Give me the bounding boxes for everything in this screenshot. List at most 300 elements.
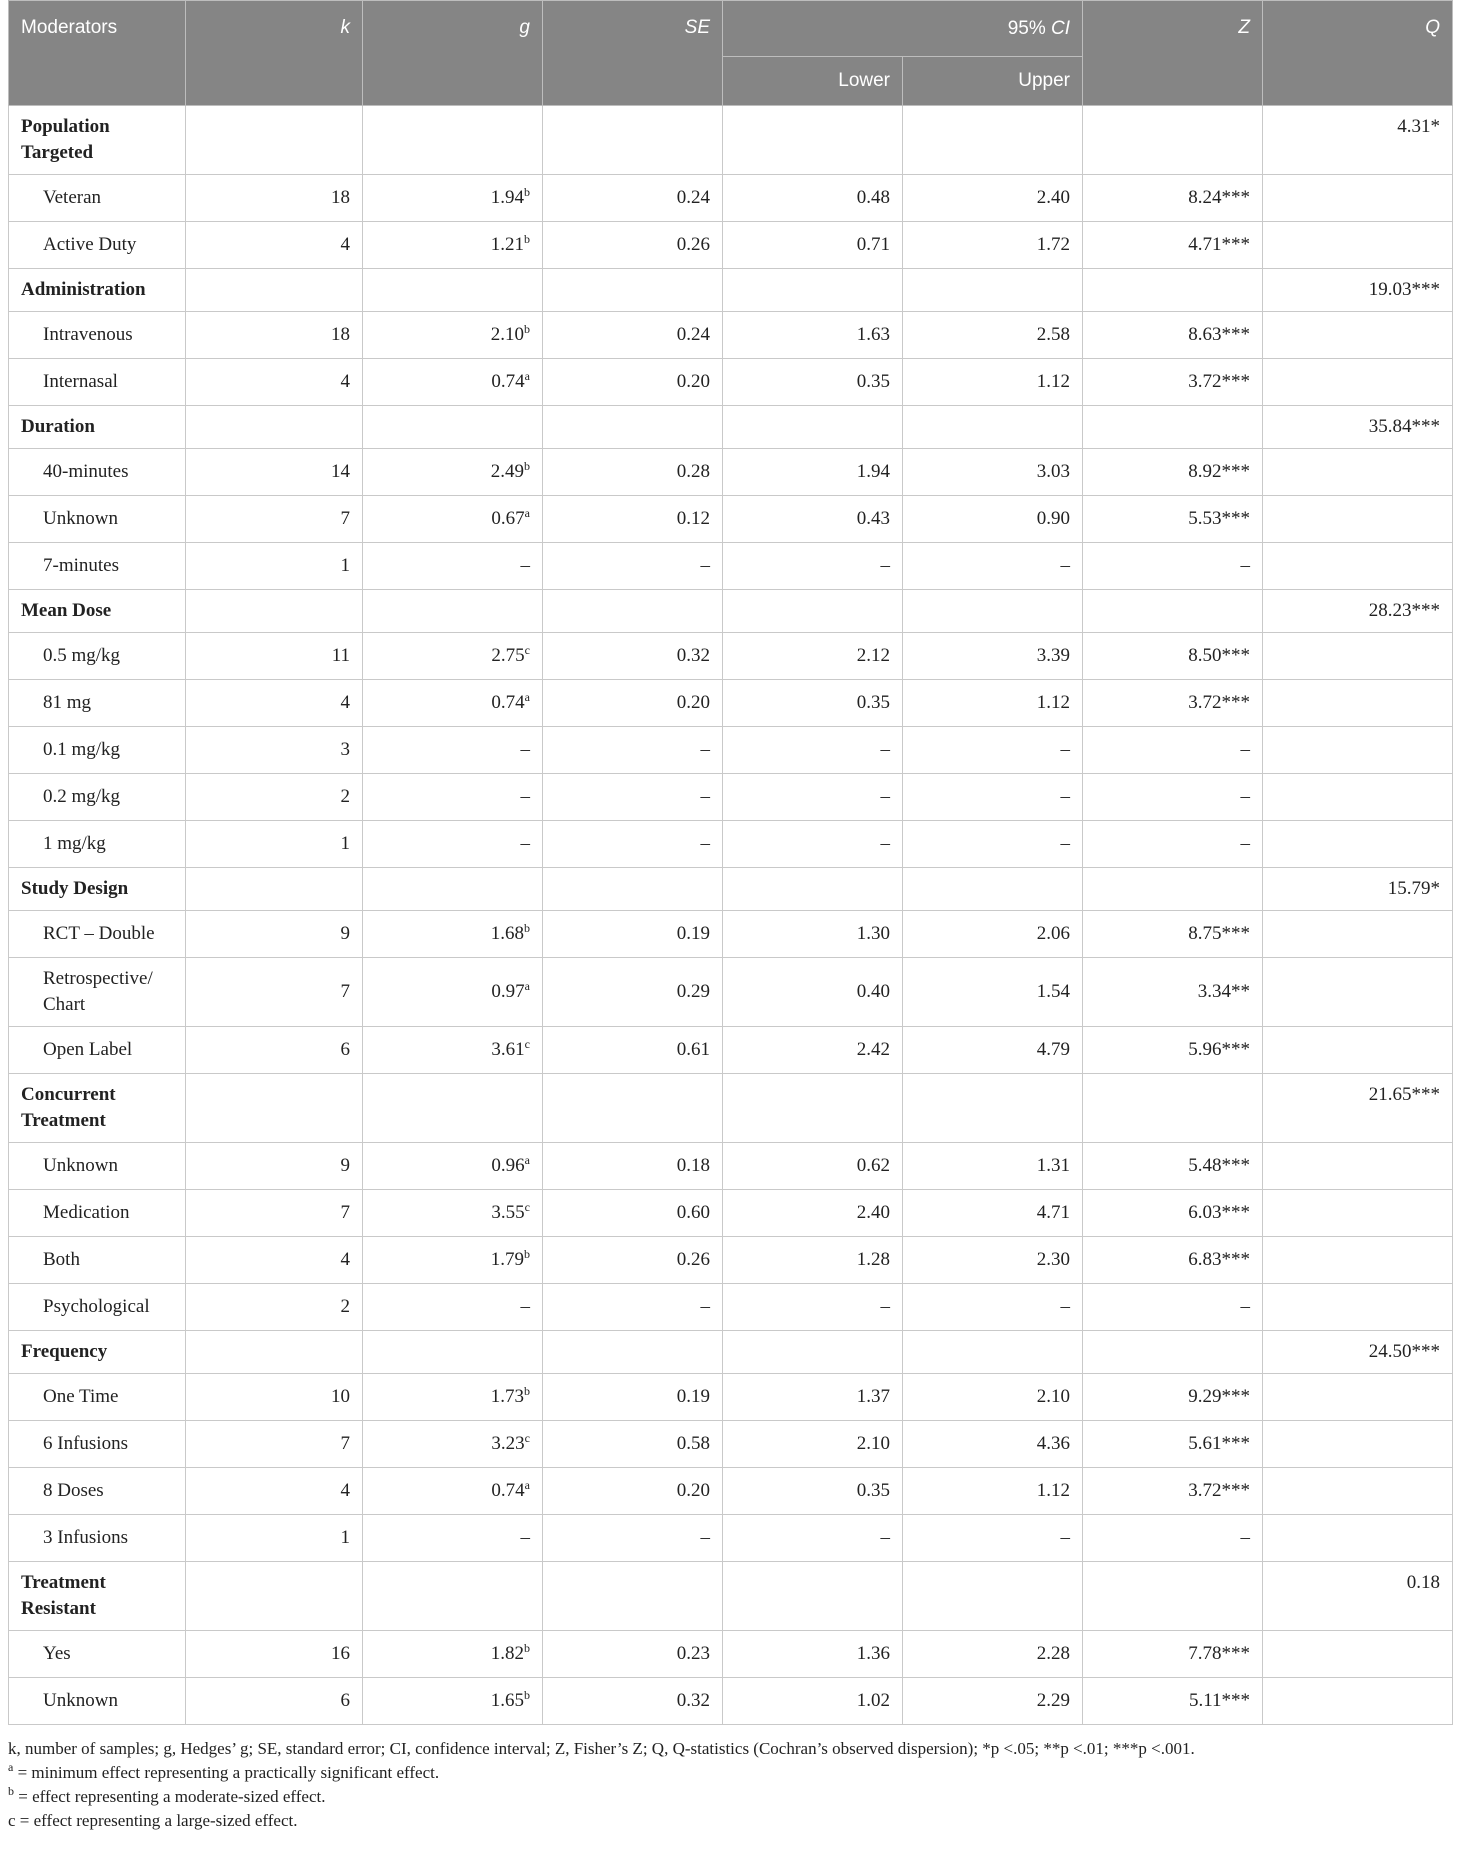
empty-cell: [1263, 1374, 1453, 1421]
empty-cell: [363, 1074, 543, 1143]
lower-value: 0.48: [723, 175, 903, 222]
g-value: [363, 1678, 543, 1725]
lower-value: 1.36: [723, 1631, 903, 1678]
g-value: [363, 1237, 543, 1284]
moderators-table: [8, 0, 1453, 1725]
group-row: [9, 868, 1453, 911]
header-lower: Lower: [723, 57, 903, 106]
g-value: [363, 911, 543, 958]
empty-cell: [1263, 774, 1453, 821]
empty-cell: [1083, 406, 1263, 449]
row-label: Medication: [9, 1190, 186, 1237]
g-number: 1.94: [490, 187, 524, 208]
k-value: 1: [186, 821, 363, 868]
g-superscript: a: [524, 1478, 530, 1492]
k-value: 2: [186, 774, 363, 821]
table-row: [9, 175, 1453, 222]
upper-value: 1.72: [903, 222, 1083, 269]
upper-value: 0.90: [903, 496, 1083, 543]
empty-cell: [723, 106, 903, 175]
header-ci: 95% CI: [723, 1, 1083, 57]
empty-cell: [543, 106, 723, 175]
g-number: –: [520, 555, 530, 576]
z-value: –: [1083, 821, 1263, 868]
empty-cell: [903, 1562, 1083, 1631]
z-value: 5.11***: [1083, 1678, 1263, 1725]
note-b: $^b$ = effect representing a moderate-sized effect.: [8, 1784, 326, 1806]
empty-cell: [186, 1562, 363, 1631]
header-q: Q: [1263, 1, 1453, 106]
g-number: –: [520, 739, 530, 760]
g-number: –: [520, 1527, 530, 1548]
row-label: 0.1 mg/kg: [9, 727, 186, 774]
empty-cell: [543, 269, 723, 312]
empty-cell: [1083, 269, 1263, 312]
note-a: $^a$ = minimum effect representing a practically significant effect.: [8, 1760, 440, 1782]
g-number: 2.75: [491, 645, 525, 666]
z-value: 5.61***: [1083, 1421, 1263, 1468]
empty-cell: [186, 868, 363, 911]
k-value: 6: [186, 1027, 363, 1074]
k-value: 4: [186, 1237, 363, 1284]
upper-value: –: [903, 1515, 1083, 1562]
group-label: Treatment Resistant: [9, 1562, 186, 1631]
table-row: [9, 911, 1453, 958]
g-number: –: [520, 786, 530, 807]
group-row: [9, 1562, 1453, 1631]
empty-cell: [1263, 1143, 1453, 1190]
lower-value: 0.35: [723, 359, 903, 406]
row-label: 6 Infusions: [9, 1421, 186, 1468]
g-value: [363, 1284, 543, 1331]
g-value: [363, 175, 543, 222]
row-label: Veteran: [9, 175, 186, 222]
empty-cell: [723, 1074, 903, 1143]
lower-value: 2.10: [723, 1421, 903, 1468]
upper-value: 1.31: [903, 1143, 1083, 1190]
q-value: 21.65***: [1263, 1074, 1453, 1143]
se-value: 0.29: [543, 958, 723, 1027]
se-value: 0.26: [543, 1237, 723, 1284]
g-value: [363, 680, 543, 727]
k-value: 2: [186, 1284, 363, 1331]
table-row: [9, 633, 1453, 680]
row-label: Unknown: [9, 1143, 186, 1190]
empty-cell: [1263, 543, 1453, 590]
empty-cell: [1263, 449, 1453, 496]
upper-value: –: [903, 543, 1083, 590]
z-value: 3.72***: [1083, 359, 1263, 406]
g-value: [363, 1468, 543, 1515]
row-label: 1 mg/kg: [9, 821, 186, 868]
upper-value: 1.12: [903, 359, 1083, 406]
upper-value: 3.03: [903, 449, 1083, 496]
z-value: 6.03***: [1083, 1190, 1263, 1237]
q-value: 19.03***: [1263, 269, 1453, 312]
g-number: 3.61: [491, 1039, 525, 1060]
se-value: 0.26: [543, 222, 723, 269]
k-value: 18: [186, 312, 363, 359]
empty-cell: [1263, 1284, 1453, 1331]
lower-value: 0.62: [723, 1143, 903, 1190]
se-value: –: [543, 543, 723, 590]
lower-value: –: [723, 543, 903, 590]
header-moderators: Moderators: [9, 1, 186, 106]
g-number: 0.74: [491, 371, 525, 392]
z-value: 6.83***: [1083, 1237, 1263, 1284]
row-label: 40-minutes: [9, 449, 186, 496]
k-value: 4: [186, 680, 363, 727]
k-value: 11: [186, 633, 363, 680]
se-value: 0.61: [543, 1027, 723, 1074]
row-label: 8 Doses: [9, 1468, 186, 1515]
se-value: 0.18: [543, 1143, 723, 1190]
lower-value: –: [723, 727, 903, 774]
row-label: Unknown: [9, 1678, 186, 1725]
k-value: 6: [186, 1678, 363, 1725]
empty-cell: [903, 406, 1083, 449]
se-value: –: [543, 1515, 723, 1562]
upper-value: 4.79: [903, 1027, 1083, 1074]
g-superscript: a: [524, 506, 530, 520]
empty-cell: [186, 269, 363, 312]
se-value: 0.20: [543, 680, 723, 727]
se-value: 0.28: [543, 449, 723, 496]
z-value: 5.53***: [1083, 496, 1263, 543]
lower-value: 1.28: [723, 1237, 903, 1284]
table-row: [9, 727, 1453, 774]
k-value: 7: [186, 496, 363, 543]
lower-value: 0.43: [723, 496, 903, 543]
g-value: [363, 1027, 543, 1074]
empty-cell: [1263, 222, 1453, 269]
lower-value: 1.02: [723, 1678, 903, 1725]
lower-value: 1.63: [723, 312, 903, 359]
table-row: [9, 680, 1453, 727]
empty-cell: [903, 106, 1083, 175]
k-value: 14: [186, 449, 363, 496]
g-value: [363, 1143, 543, 1190]
g-value: [363, 496, 543, 543]
row-label: 3 Infusions: [9, 1515, 186, 1562]
note-c: c = effect representing a large-sized effect.: [8, 1811, 298, 1830]
table-notes: [8, 1737, 1452, 1833]
empty-cell: [1263, 633, 1453, 680]
upper-value: 3.39: [903, 633, 1083, 680]
g-number: 2.10: [490, 324, 524, 345]
table-row: [9, 1237, 1453, 1284]
group-label: Population Targeted: [9, 106, 186, 175]
z-value: 7.78***: [1083, 1631, 1263, 1678]
g-number: 3.23: [491, 1433, 525, 1454]
empty-cell: [363, 269, 543, 312]
row-label: Retrospective/ Chart: [9, 958, 186, 1027]
empty-cell: [186, 1074, 363, 1143]
g-number: –: [520, 1296, 530, 1317]
empty-cell: [543, 406, 723, 449]
upper-value: 1.12: [903, 680, 1083, 727]
se-value: 0.19: [543, 1374, 723, 1421]
k-value: 4: [186, 1468, 363, 1515]
g-superscript: b: [524, 1384, 530, 1398]
z-value: –: [1083, 543, 1263, 590]
table-row: [9, 1678, 1453, 1725]
upper-value: –: [903, 821, 1083, 868]
header-upper: Upper: [903, 57, 1083, 106]
g-number: 1.82: [490, 1643, 524, 1664]
group-label: Frequency: [9, 1331, 186, 1374]
k-value: 7: [186, 1190, 363, 1237]
row-label: Psychological: [9, 1284, 186, 1331]
empty-cell: [1263, 175, 1453, 222]
q-value: 15.79*: [1263, 868, 1453, 911]
g-value: [363, 1515, 543, 1562]
q-value: 4.31*: [1263, 106, 1453, 175]
empty-cell: [186, 406, 363, 449]
k-value: 18: [186, 175, 363, 222]
table-row: [9, 1143, 1453, 1190]
note-main: k, number of samples; g, Hedges’ g; SE, standard error; CI, confidence interval; Z, Fisher’s Z; Q, Q-statistics (Cochran’s observed dispersion); *p <.05; **p <.01; ***p <.001.: [8, 1739, 1195, 1758]
g-superscript: a: [524, 369, 530, 383]
upper-value: 4.36: [903, 1421, 1083, 1468]
k-value: 4: [186, 359, 363, 406]
empty-cell: [1263, 1468, 1453, 1515]
g-value: [363, 543, 543, 590]
empty-cell: [1263, 958, 1453, 1027]
empty-cell: [1083, 868, 1263, 911]
g-number: 1.73: [490, 1386, 524, 1407]
se-value: 0.19: [543, 911, 723, 958]
se-value: 0.12: [543, 496, 723, 543]
upper-value: 2.28: [903, 1631, 1083, 1678]
g-value: [363, 958, 543, 1027]
z-value: –: [1083, 1284, 1263, 1331]
g-superscript: c: [524, 1431, 530, 1445]
empty-cell: [723, 1562, 903, 1631]
table-body: [9, 106, 1453, 1725]
g-superscript: b: [524, 459, 530, 473]
se-value: 0.24: [543, 312, 723, 359]
upper-value: 2.10: [903, 1374, 1083, 1421]
g-value: [363, 633, 543, 680]
g-superscript: a: [524, 1153, 530, 1167]
table-row: [9, 1284, 1453, 1331]
lower-value: –: [723, 1515, 903, 1562]
g-superscript: b: [524, 1641, 530, 1655]
lower-value: –: [723, 774, 903, 821]
q-value: 0.18: [1263, 1562, 1453, 1631]
group-row: [9, 406, 1453, 449]
upper-value: 2.29: [903, 1678, 1083, 1725]
group-label: Concurrent Treatment: [9, 1074, 186, 1143]
table-container: [8, 0, 1452, 1833]
z-value: –: [1083, 1515, 1263, 1562]
lower-value: 1.94: [723, 449, 903, 496]
lower-value: 0.35: [723, 680, 903, 727]
se-value: 0.60: [543, 1190, 723, 1237]
empty-cell: [1083, 106, 1263, 175]
empty-cell: [1083, 1074, 1263, 1143]
g-number: 2.49: [490, 461, 524, 482]
empty-cell: [1263, 1027, 1453, 1074]
g-superscript: c: [524, 1200, 530, 1214]
group-row: [9, 1074, 1453, 1143]
z-value: 8.24***: [1083, 175, 1263, 222]
table-row: [9, 543, 1453, 590]
group-row: [9, 269, 1453, 312]
upper-value: –: [903, 774, 1083, 821]
table-row: [9, 1631, 1453, 1678]
empty-cell: [1263, 1190, 1453, 1237]
se-value: –: [543, 727, 723, 774]
header-se: SE: [543, 1, 723, 106]
g-superscript: a: [524, 690, 530, 704]
empty-cell: [903, 868, 1083, 911]
empty-cell: [543, 868, 723, 911]
se-value: –: [543, 1284, 723, 1331]
empty-cell: [723, 590, 903, 633]
empty-cell: [903, 1074, 1083, 1143]
z-value: 8.92***: [1083, 449, 1263, 496]
g-value: [363, 359, 543, 406]
se-value: 0.20: [543, 1468, 723, 1515]
k-value: 9: [186, 1143, 363, 1190]
g-superscript: b: [524, 185, 530, 199]
empty-cell: [1263, 359, 1453, 406]
row-label: 0.5 mg/kg: [9, 633, 186, 680]
table-row: [9, 1468, 1453, 1515]
k-value: 10: [186, 1374, 363, 1421]
g-superscript: c: [524, 643, 530, 657]
k-value: 9: [186, 911, 363, 958]
g-value: [363, 1421, 543, 1468]
k-value: 7: [186, 958, 363, 1027]
empty-cell: [543, 1562, 723, 1631]
z-value: 9.29***: [1083, 1374, 1263, 1421]
empty-cell: [903, 1331, 1083, 1374]
g-value: [363, 312, 543, 359]
upper-value: –: [903, 1284, 1083, 1331]
table-row: [9, 821, 1453, 868]
empty-cell: [1083, 590, 1263, 633]
g-number: 3.55: [491, 1202, 525, 1223]
empty-cell: [1083, 1331, 1263, 1374]
empty-cell: [903, 590, 1083, 633]
empty-cell: [1263, 821, 1453, 868]
table-row: [9, 359, 1453, 406]
empty-cell: [186, 1331, 363, 1374]
table-row: [9, 1421, 1453, 1468]
z-value: 3.72***: [1083, 680, 1263, 727]
row-label: Open Label: [9, 1027, 186, 1074]
table-row: [9, 1515, 1453, 1562]
z-value: 8.75***: [1083, 911, 1263, 958]
z-value: 8.50***: [1083, 633, 1263, 680]
empty-cell: [723, 1331, 903, 1374]
table-row: [9, 1190, 1453, 1237]
g-number: 0.97: [491, 981, 525, 1002]
g-superscript: b: [524, 322, 530, 336]
empty-cell: [186, 106, 363, 175]
empty-cell: [1263, 1237, 1453, 1284]
table-row: [9, 222, 1453, 269]
group-row: [9, 590, 1453, 633]
g-value: [363, 1631, 543, 1678]
empty-cell: [1263, 680, 1453, 727]
lower-value: 0.35: [723, 1468, 903, 1515]
table-row: [9, 496, 1453, 543]
lower-value: 2.40: [723, 1190, 903, 1237]
table-header: [9, 1, 1453, 106]
se-value: 0.32: [543, 1678, 723, 1725]
empty-cell: [363, 106, 543, 175]
upper-value: –: [903, 727, 1083, 774]
z-value: 3.34**: [1083, 958, 1263, 1027]
table-row: [9, 1374, 1453, 1421]
table-row: [9, 774, 1453, 821]
upper-value: 2.06: [903, 911, 1083, 958]
g-value: [363, 1190, 543, 1237]
g-value: [363, 774, 543, 821]
g-number: 0.74: [491, 692, 525, 713]
upper-value: 1.54: [903, 958, 1083, 1027]
g-value: [363, 1374, 543, 1421]
group-label: Mean Dose: [9, 590, 186, 633]
q-value: 28.23***: [1263, 590, 1453, 633]
k-value: 1: [186, 543, 363, 590]
g-number: 1.68: [490, 923, 524, 944]
row-label: Active Duty: [9, 222, 186, 269]
empty-cell: [1263, 312, 1453, 359]
se-value: 0.20: [543, 359, 723, 406]
header-k: k: [186, 1, 363, 106]
table-row: [9, 449, 1453, 496]
table-row: [9, 312, 1453, 359]
g-number: 1.21: [490, 234, 524, 255]
se-value: 0.32: [543, 633, 723, 680]
empty-cell: [1263, 1515, 1453, 1562]
empty-cell: [363, 1562, 543, 1631]
g-superscript: b: [524, 1688, 530, 1702]
empty-cell: [543, 1331, 723, 1374]
g-superscript: b: [524, 921, 530, 935]
empty-cell: [1263, 727, 1453, 774]
se-value: 0.23: [543, 1631, 723, 1678]
table-row: [9, 1027, 1453, 1074]
g-number: 0.96: [491, 1155, 525, 1176]
upper-value: 4.71: [903, 1190, 1083, 1237]
upper-value: 1.12: [903, 1468, 1083, 1515]
lower-value: 0.71: [723, 222, 903, 269]
row-label: Both: [9, 1237, 186, 1284]
g-value: [363, 449, 543, 496]
row-label: 0.2 mg/kg: [9, 774, 186, 821]
empty-cell: [363, 590, 543, 633]
lower-value: 2.42: [723, 1027, 903, 1074]
row-label: Intravenous: [9, 312, 186, 359]
lower-value: –: [723, 1284, 903, 1331]
empty-cell: [543, 1074, 723, 1143]
z-value: –: [1083, 727, 1263, 774]
k-value: 4: [186, 222, 363, 269]
z-value: 8.63***: [1083, 312, 1263, 359]
group-row: [9, 106, 1453, 175]
z-value: 5.96***: [1083, 1027, 1263, 1074]
lower-value: 2.12: [723, 633, 903, 680]
header-z: Z: [1083, 1, 1263, 106]
se-value: –: [543, 821, 723, 868]
k-value: 16: [186, 1631, 363, 1678]
